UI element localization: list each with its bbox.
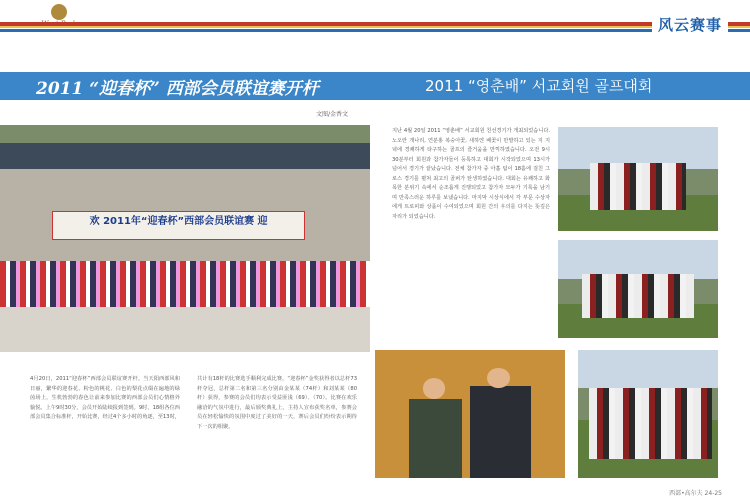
title-korean: 2011 “영춘배” 서교회원 골프대회 [425,77,653,95]
photo-course-2 [558,240,718,338]
participants [0,261,370,311]
clubhouse [0,143,370,261]
article-chinese-col1: 4月20日，2011“迎春杯”西部会员联谊赛开杆。当天阳西部风和日丽，繁华的迎春花、粉色的桃花、白色的梨花点缀在遍地的绿茵场上，生机勃勃的春色让前来参加比赛的西部会员们心情格外愉悦。上午9时30分，会员开始陆续报到签到。9时，18组各位西部会员集合标准杆，开始比赛，经过4个多小时的角逐，至13时， [30,376,180,420]
photo-course-1 [558,127,718,231]
section-title: 风云赛事 [652,14,728,35]
article-korean: 지난 4월 20일 2011 “영춘배” 서교회원 친선경기가 개최되었습니다. 노오란 개나리, 연분홍 복숭아꽃, 새하얀 배꽃이 만발하고 있는 지 지녘에 경쾌하게 타구하는 골프의 즐거움을 만끽하였습니다. 오전 9시 30분부터 회원과 참가자들이 등록하고 대회가 시작되었으며 13시가 넘어서 경기가 끝났습니다. 전체 참가자 중 아홉 팀이 18홀에 걸친 그로스 경기를 펼쳐 최고의 골퍼가 탄생하였습니다. 대회는 유쾌하고 화목한 분위기 속에서 순조롭게 진행되었고 참가자 모두가 기록을 남기며 만족스러운 하루를 보냈습니다. 마지막 시상식에서 각 부문 수상자에게 트로피와 상품이 수여되었으며 회원 간의 우의를 다지는 뜻깊은 자리가 되었습니다. [392,128,550,220]
page-footer: 西部•高尔夫 24-25 [669,490,722,497]
west-park-logo [40,4,78,38]
article-chinese-col2: 共计有18杆的比赛选手顺利完成比赛。“迎春杯”金奖获得者以总杆73杆夺冠，总杆第二名和第三名分别由金某某（74杆）和刘某某（80杆）获得，参赛的会员们均表示受益匪浅（69）、（70）。比赛在欢乐融洽的气氛中进行，最后颁奖典礼上，主持人宣布获奖名单，参赛会员在轻松愉快的氛围中度过了美好的一天，赛后会员们纷纷表示期待下一次的相聚。 [197,376,357,430]
event-banner: 欢 2011年“迎春杯”西部会员联谊赛 迎 [52,211,306,240]
courtyard [0,307,370,352]
photo-award [375,350,565,478]
header-stripe-gold [0,26,750,28]
crest-icon [51,4,67,20]
photo-course-3 [578,350,718,478]
group-photo [0,125,370,352]
byline: 文图/金香文 [316,111,349,118]
title-chinese: 2011 “迎春杯” 西部会员联谊赛开杆 [36,79,319,99]
header-stripe-blue [0,29,750,32]
